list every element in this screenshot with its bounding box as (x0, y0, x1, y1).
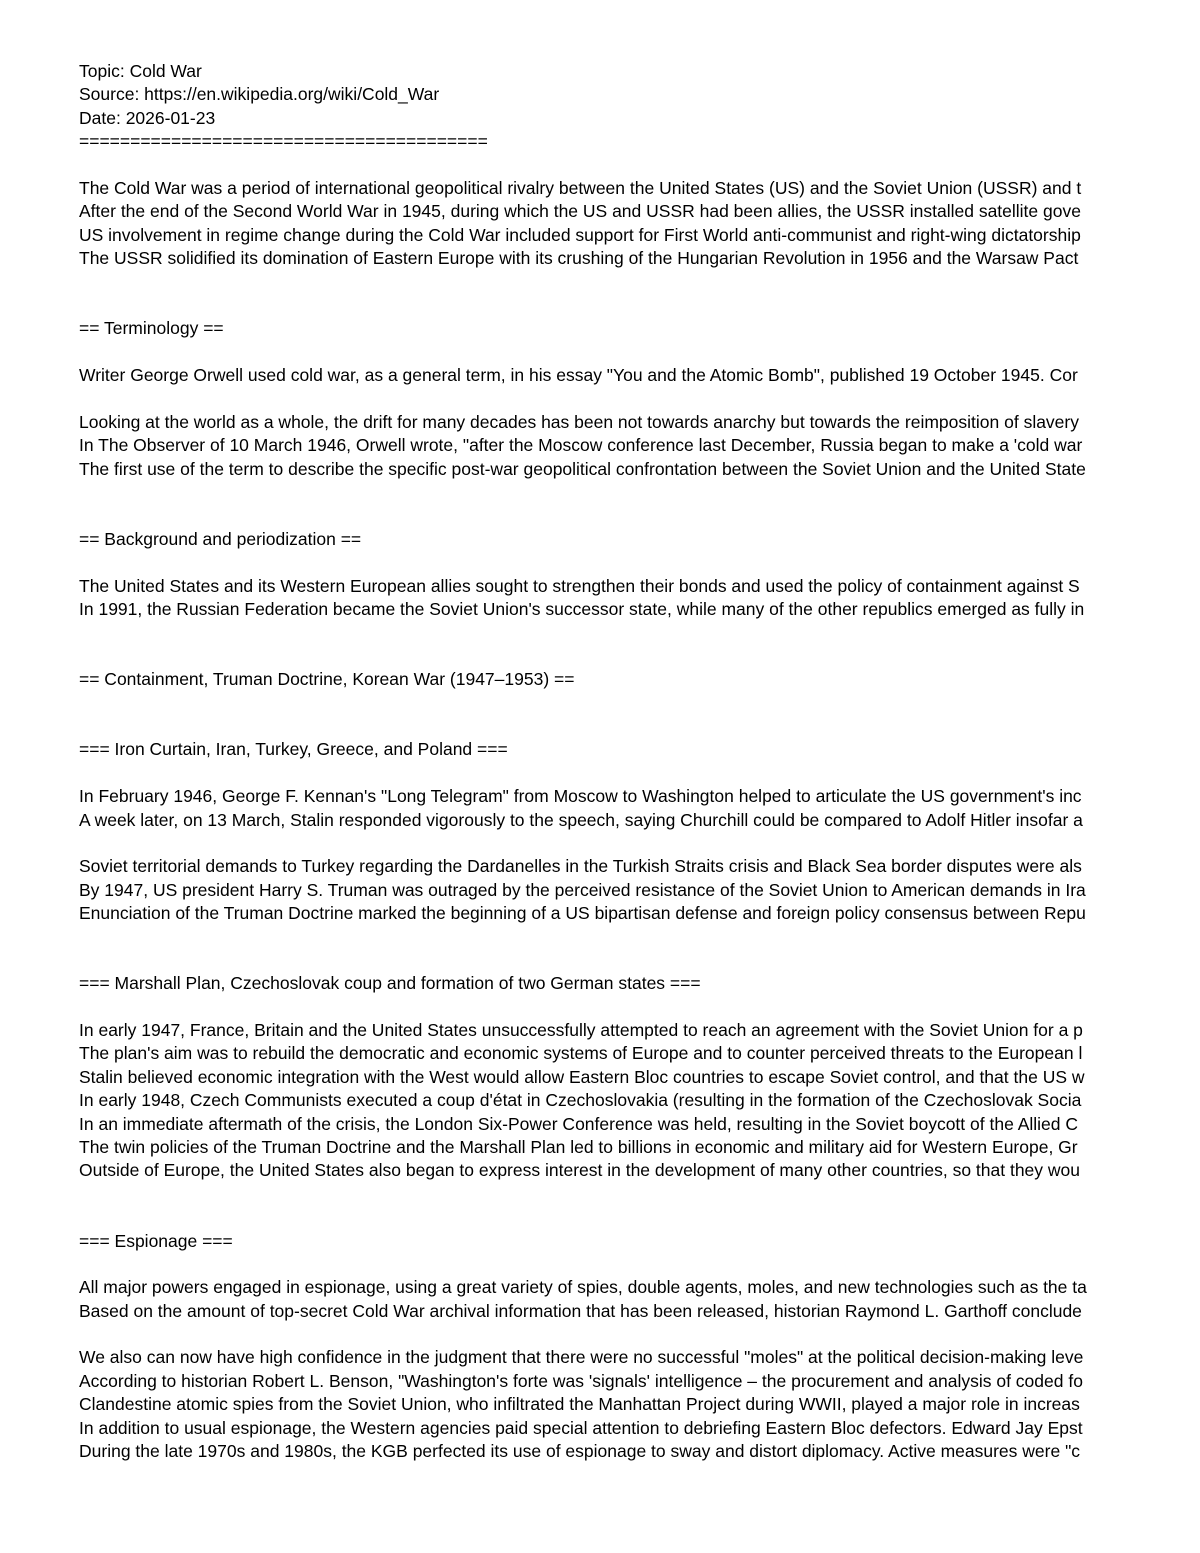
subsection-heading-iron-curtain: === Iron Curtain, Iran, Turkey, Greece, and Poland === (79, 739, 508, 760)
spacer (79, 925, 1200, 948)
paragraph-line: The United States and its Western European allies sought to strengthen their bonds and used the policy of containment against S (79, 575, 1080, 596)
intro-line: The USSR solidified its domination of Eastern Europe with its crushing of the Hungarian Revolution in 1956 and the Warsaw Pact (79, 248, 1079, 269)
paragraph-line: A week later, on 13 March, Stalin responded vigorously to the speech, saying Churchill could be compared to Adolf Hitler insofar a (79, 809, 1083, 830)
spacer (79, 621, 1200, 644)
spacer (79, 1183, 1200, 1206)
spacer (79, 1206, 1200, 1229)
intro-line: The Cold War was a period of international geopolitical rivalry between the United States (US) and the Soviet Union (USSR) and t (79, 177, 1082, 198)
paragraph-line: All major powers engaged in espionage, using a great variety of spies, double agents, moles, and new technologies such as the ta (79, 1277, 1087, 1298)
spacer (79, 645, 1200, 668)
source-line: Source: https://en.wikipedia.org/wiki/Cold_War (79, 84, 440, 105)
spacer (79, 504, 1200, 527)
paragraph-line: The first use of the term to describe the specific post-war geopolitical confrontation between the Soviet Union and the United State (79, 458, 1086, 479)
spacer (79, 387, 1200, 410)
paragraph-line: In The Observer of 10 March 1946, Orwell wrote, "after the Moscow conference last December, Russia began to make a 'cold war (79, 435, 1083, 456)
subsection-heading-espionage: === Espionage === (79, 1230, 233, 1251)
paragraph-line: Soviet territorial demands to Turkey regarding the Dardanelles in the Turkish Straits crisis and Black Sea border disputes were als (79, 856, 1082, 877)
topic-line: Topic: Cold War (79, 61, 202, 81)
section-heading-background: == Background and periodization == (79, 528, 362, 549)
paragraph-line: In February 1946, George F. Kennan's "Long Telegram" from Moscow to Washington helped to articulate the US government's inc (79, 786, 1082, 807)
paragraph-line: Stalin believed economic integration with the West would allow Eastern Bloc countries to escape Soviet control, and that the US w (79, 1066, 1085, 1087)
paragraph-line: Based on the amount of top-secret Cold War archival information that has been released, historian Raymond L. Garthoff conclude (79, 1300, 1082, 1321)
spacer (79, 996, 1200, 1019)
section-heading-terminology: == Terminology == (79, 318, 224, 339)
paragraph-line: By 1947, US president Harry S. Truman was outraged by the perceived resistance of the Soviet Union to American demands in Ira (79, 879, 1086, 900)
paragraph-line: Looking at the world as a whole, the drift for many decades has been not towards anarchy but towards the reimposition of slavery (79, 411, 1079, 432)
spacer (79, 692, 1200, 715)
spacer (79, 551, 1200, 574)
paragraph-line: In 1991, the Russian Federation became the Soviet Union's successor state, while many of the other republics emerged as fully in (79, 598, 1085, 619)
section-heading-containment: == Containment, Truman Doctrine, Korean War (1947–1953) == (79, 669, 575, 690)
paragraph-line: Enunciation of the Truman Doctrine marked the beginning of a US bipartisan defense and foreign policy consensus between Repu (79, 903, 1086, 924)
spacer (79, 481, 1200, 504)
paragraph-line: Writer George Orwell used cold war, as a general term, in his essay "You and the Atomic Bomb", published 19 October 1945. Cor (79, 365, 1078, 386)
spacer (79, 1323, 1200, 1346)
paragraph-line: The twin policies of the Truman Doctrine and the Marshall Plan led to billions in economic and military aid for Western Europe, Gr (79, 1136, 1078, 1157)
spacer (79, 762, 1200, 785)
spacer (79, 271, 1200, 294)
spacer (79, 715, 1200, 738)
paragraph-line: Outside of Europe, the United States also began to express interest in the development of many other countries, so that they wou (79, 1160, 1081, 1181)
paragraph-line: In early 1948, Czech Communists executed a coup d'état in Czechoslovakia (resulting in the formation of the Czechoslovak Socia (79, 1090, 1082, 1111)
paragraph-line: During the late 1970s and 1980s, the KGB perfected its use of espionage to sway and distort diplomacy. Active measures were "c (79, 1441, 1081, 1462)
paragraph-line: In an immediate aftermath of the crisis, the London Six-Power Conference was held, resulting in the Soviet boycott of the Allied C (79, 1113, 1079, 1134)
paragraph-line: The plan's aim was to rebuild the democratic and economic systems of Europe and to counter perceived threats to the European l (79, 1043, 1083, 1064)
paragraph-line: According to historian Robert L. Benson, "Washington's forte was 'signals' intelligence – the procurement and analysis of coded fo (79, 1370, 1083, 1391)
paragraph-line: In early 1947, France, Britain and the United States unsuccessfully attempted to reach an agreement with the Soviet Union for a p (79, 1020, 1083, 1041)
intro-line: After the end of the Second World War in 1945, during which the US and USSR had been allies, the USSR installed satellite gove (79, 201, 1081, 222)
header-rule: ======================================== (79, 131, 488, 152)
paragraph-line: In addition to usual espionage, the Western agencies paid special attention to debriefing Eastern Bloc defectors. Edward Jay Epst (79, 1417, 1083, 1438)
spacer (79, 949, 1200, 972)
date-line: Date: 2026-01-23 (79, 107, 216, 128)
spacer (79, 294, 1200, 317)
paragraph-line: Clandestine atomic spies from the Soviet Union, who infiltrated the Manhattan Project during WWII, played a major role in increas (79, 1394, 1080, 1415)
document-body (79, 60, 1200, 1463)
paragraph-line: We also can now have high confidence in the judgment that there were no successful "moles" at the political decision-making leve (79, 1347, 1084, 1368)
intro-line: US involvement in regime change during the Cold War included support for First World anti-communist and right-wing dictatorship (79, 224, 1081, 245)
spacer (79, 154, 1200, 177)
spacer (79, 1253, 1200, 1276)
spacer (79, 341, 1200, 364)
subsection-heading-marshall-plan: === Marshall Plan, Czechoslovak coup and formation of two German states === (79, 973, 701, 994)
spacer (79, 832, 1200, 855)
